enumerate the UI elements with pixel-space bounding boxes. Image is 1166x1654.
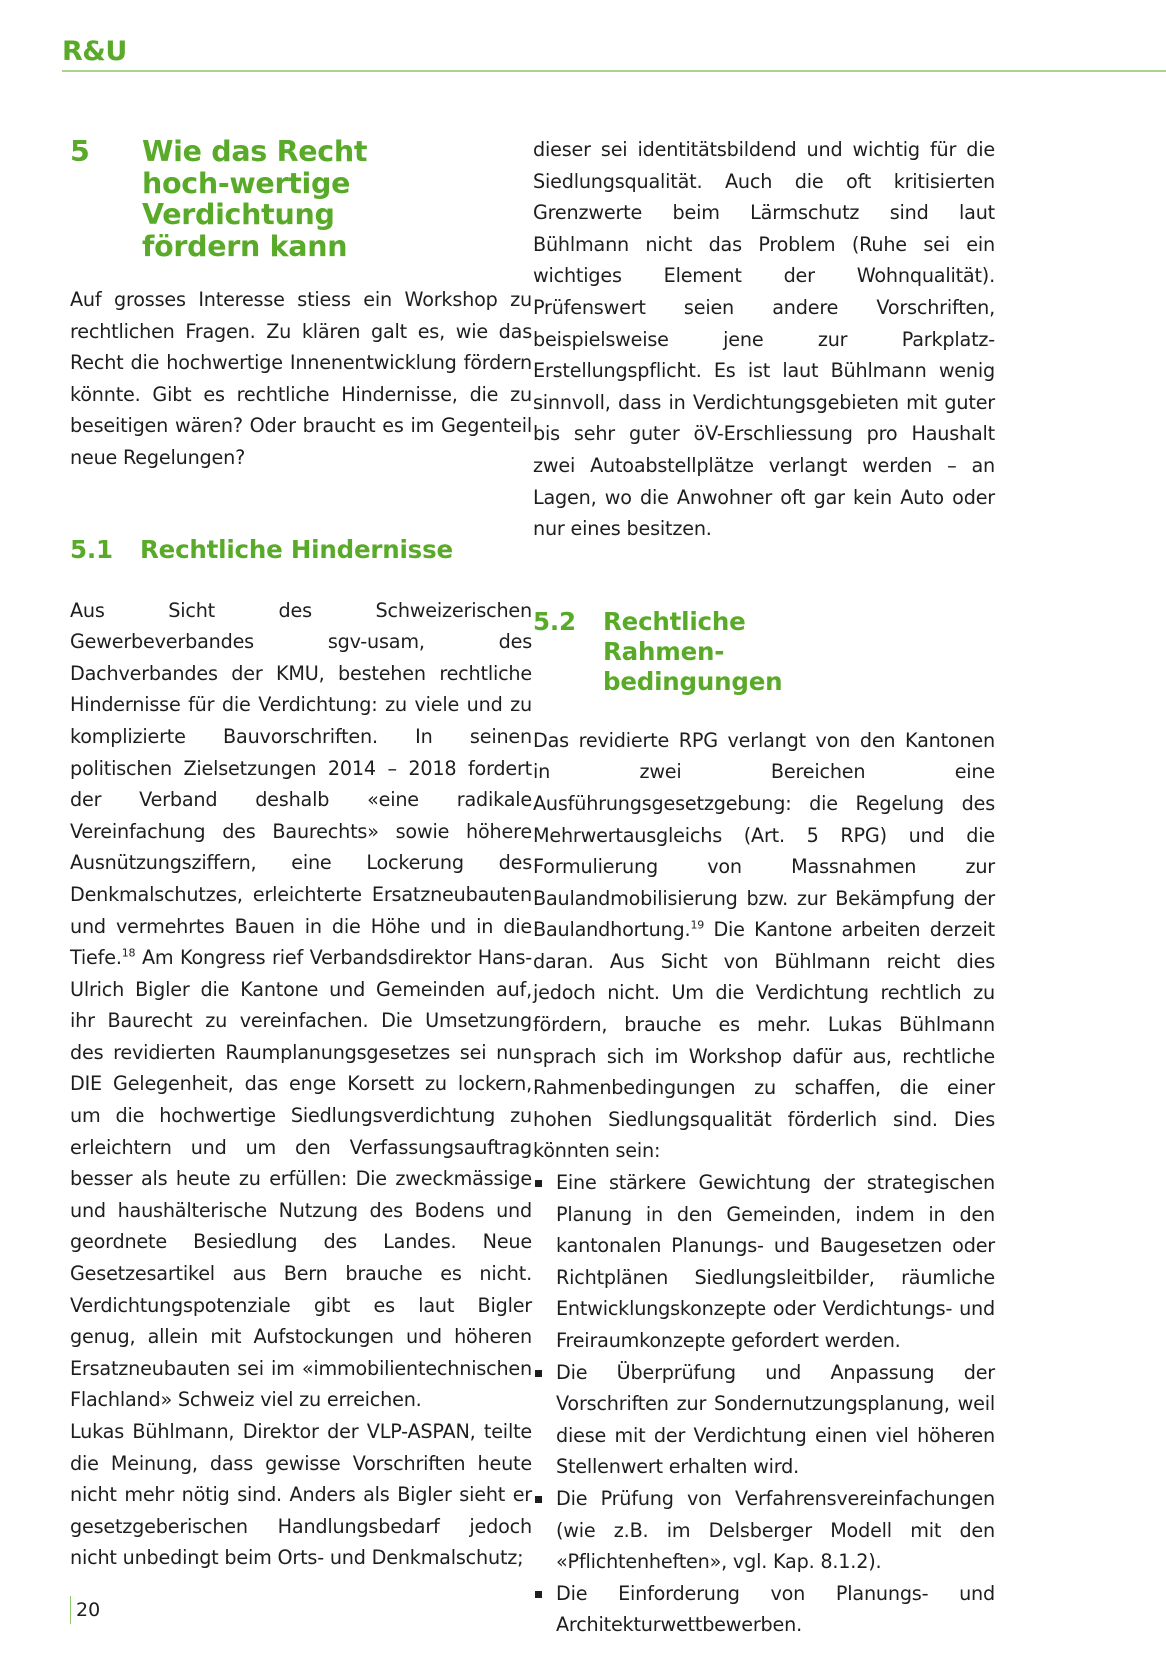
section-title: Rechtliche Rahmen-bedingungen [603,606,783,696]
section-5-heading [70,136,462,262]
paragraph-text: Aus Sicht des Schweizerischen Gewerbeverbandes sgv-usam, des Dachverbandes der KMU, bestehen rechtliche Hindernisse für die Verdichtung: zu viele und zu komplizierte Bauvorschriften. In seinen politischen Zielsetzungen 2014 – 2018 fordert der Verband deshalb «eine radikale Vereinfachung des Baurechts» sowie höhere Ausnützungsziffern, eine Lockerung des Denkmalschutzes, erleichterte Ersatzneubauten und vermehrtes Bauen in die Höhe und in die Tiefe. [70,598,532,970]
square-bullet-icon [535,1370,542,1377]
section-number: 5 [70,135,90,168]
body-paragraph [533,725,995,1167]
list-item [533,1167,995,1357]
body-paragraph-continued: dieser sei identitätsbildend und wichtig für die Siedlungsqualität. Auch die oft kritisierten Grenzwerte beim Lärmschutz sind laut Bühlmann nicht das Problem (Ruhe sei ein wichtiges Element der Wohnqualität). Prüfenswert seien andere Vorschriften, beispielsweise jene zur Parkplatz-Erstellungspflicht. Es ist laut Bühlmann wenig sinnvoll, dass in Verdichtungsgebieten mit guter bis sehr guter öV-Erschliessung pro Haushalt zwei Autoabstellplätze verlangt werden – an Lagen, wo die Anwohner oft gar kein Auto oder nur eines besitzen. [533,138,995,541]
section-title: Wie das Recht hoch-wertige Verdichtung fördern kann [142,135,368,263]
page-number: 20 [70,1596,100,1624]
section-5-1-heading [70,535,532,565]
section-number: 5.2 [533,606,576,636]
left-column [70,284,532,1574]
paragraph-text: Das revidierte RPG verlangt von den Kantonen in zwei Bereichen eine Ausführungsgesetzgebung: die Regelung des Mehrwertausgleichs (Art. 5 RPG) und die Formulierung von Massnahmen zur Baulandmobilisierung bzw. zur Bekämpfung der Baulandhortung. [533,728,995,942]
list-item-text: Die Einforderung von Planungs- und Architekturwettbewerben. [556,1581,995,1637]
intro-paragraph: Auf grosses Interesse stiess ein Workshop zu rechtlichen Fragen. Zu klären galt es, wie das Recht die hochwertige Innenentwicklung fördern könnte. Gibt es rechtliche Hindernisse, die zu beseitigen wären? Oder braucht es im Gegenteil neue Regelungen? [70,288,532,469]
list-item [533,1483,995,1578]
section-title: Rechtliche Hindernisse [140,534,453,564]
paragraph-text: Am Kongress rief Verbandsdirektor Hans-Ulrich Bigler die Kantone und Gemeinden auf, ihr Baurecht zu vereinfachen. Die Umsetzung des revidierten Raumplanungsgesetzes sei nun DIE Gelegenheit, das enge Korsett zu lockern, um die hochwertige Siedlungsverdichtung zu erleichtern und um den Verfassungsauftrag besser als heute zu erfüllen: Die zweckmässige und haushälterische Nutzung des Bodens und geordnete Besiedlung des Landes. Neue Gesetzesartikel aus Bern brauche es nicht. Verdichtungspotenziale gibt es laut Bigler genug, allein mit Aufstockungen und höheren Ersatzneubauten sei im «immobilientechnischen Flachland» Schweiz viel zu erreichen. [70,946,532,1412]
list-item-text: Die Überprüfung und Anpassung der Vorschriften zur Sondernutzungsplanung, weil diese mit der Verdichtung einen viel höheren Stellenwert erhalten wird. [556,1360,995,1479]
body-paragraph [70,595,532,1416]
footnote-ref[interactable]: 18 [121,946,136,960]
list-item-text: Eine stärkere Gewichtung der strategischen Planung in den Gemeinden, indem in den kantonalen Planungs- und Baugesetzen oder Richtplänen Siedlungsleitbilder, räumliche Entwicklungskonzepte oder Verdichtungs- und Freiraumkonzepte gefordert werden. [556,1171,995,1352]
bullet-list [533,1167,995,1641]
square-bullet-icon [535,1591,542,1598]
publication-label: R&U [62,36,127,67]
header-divider [62,70,1166,72]
paragraph-text: Die Kantone arbeiten derzeit daran. Aus Sicht von Bühlmann reicht dies jedoch nicht. Um die Verdichtung rechtlich zu fördern, brauche es mehr. Lukas Bühlmann sprach sich im Workshop dafür aus, rechtliche Rahmenbedingungen zu schaffen, die einer hohen Siedlungsqualität förderlich sind. Dies könnten sein: [533,918,995,1163]
list-item-text: Die Prüfung von Verfahrensvereinfachungen (wie z.B. im Delsberger Modell mit den «Pflichtenheften», vgl. Kap. 8.1.2). [556,1486,995,1574]
list-item [533,1578,995,1641]
section-5-2-heading [533,607,995,697]
square-bullet-icon [535,1496,542,1503]
footnote-ref[interactable]: 19 [690,918,705,932]
body-paragraph: Lukas Bühlmann, Direktor der VLP-ASPAN, teilte die Meinung, dass gewisse Vorschriften heute nicht mehr nötig sind. Anders als Bigler sieht er gesetzgeberischen Handlungsbedarf jedoch nicht unbedingt beim Orts- und Denkmalschutz; [70,1420,532,1570]
list-item [533,1357,995,1483]
right-column [533,134,995,1641]
square-bullet-icon [535,1180,542,1187]
section-number: 5.1 [70,534,113,564]
